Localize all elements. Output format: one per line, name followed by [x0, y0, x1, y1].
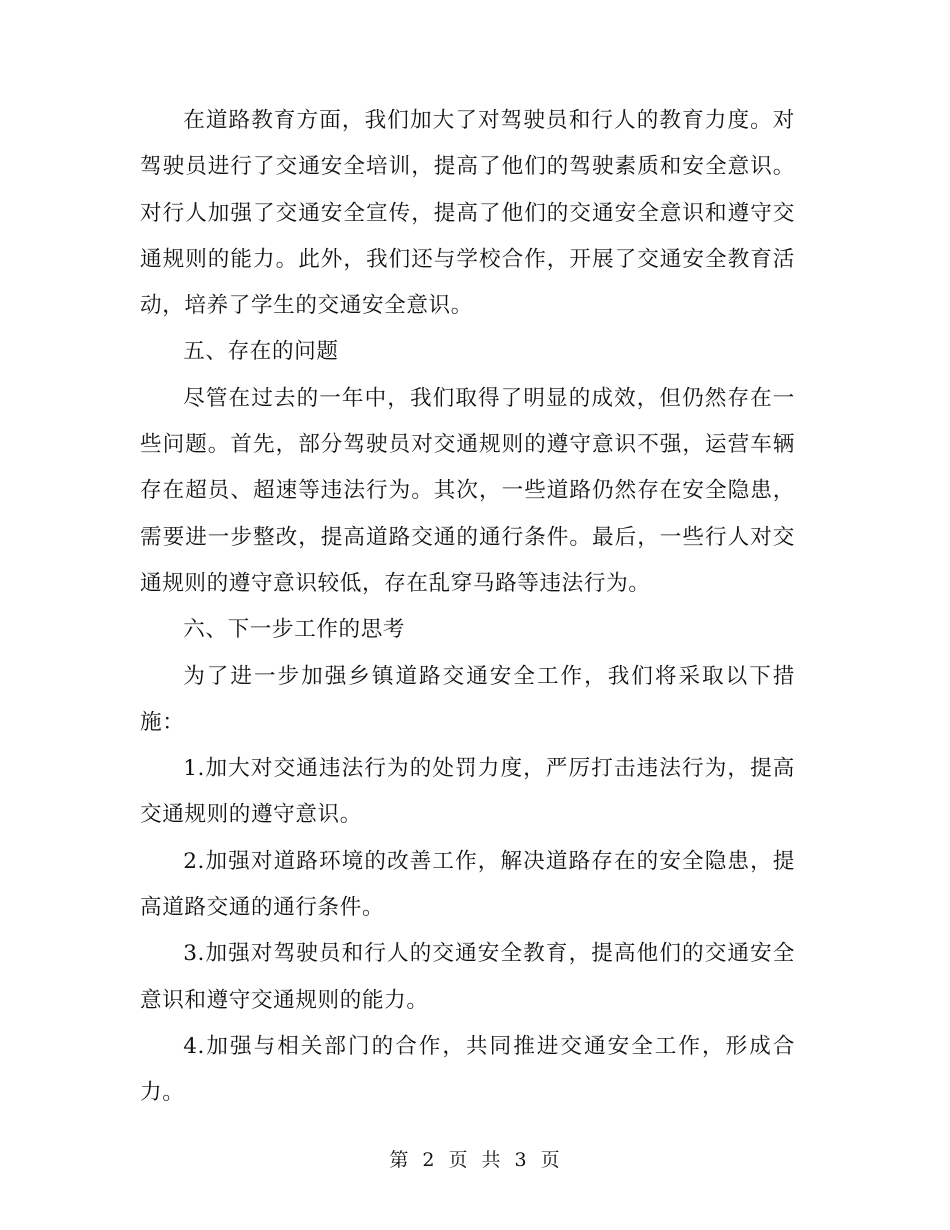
- page-number-footer: 第 2 页 共 3 页: [389, 1149, 561, 1171]
- document-body: [140, 98, 795, 1117]
- paragraph-problems: 尽管在过去的一年中，我们取得了明显的成效，但仍然存在一些问题。首先，部分驾驶员对交通规则的遵守意识不强，运营车辆存在超员、超速等违法行为。其次，一些道路仍然存在安全隐患，需要进一步整改，提高道路交通的通行条件。最后，一些行人对交通规则的遵守意识较低，存在乱穿马路等违法行为。: [140, 385, 795, 596]
- list-item-measure-2: 2.加强对道路环境的改善工作，解决道路存在的安全隐患，提高道路交通的通行条件。: [140, 848, 795, 921]
- list-item-measure-1: 1.加大对交通违法行为的处罚力度，严厉打击违法行为，提高交通规则的遵守意识。: [140, 756, 795, 828]
- list-item-measure-4: 4.加强与相关部门的合作，共同推进交通安全工作，形成合力。: [140, 1033, 795, 1106]
- list-item-measure-3: 3.加强对驾驶员和行人的交通安全教育，提高他们的交通安全意识和遵守交通规则的能力。: [140, 941, 795, 1013]
- section-heading-next-steps: 六、下一步工作的思考: [183, 617, 406, 643]
- paragraph-road-education: 在道路教育方面，我们加大了对驾驶员和行人的教育力度。对驾驶员进行了交通安全培训，提高了他们的驾驶素质和安全意识。对行人加强了交通安全宣传，提高了他们的交通安全意识和遵守交通规则的能力。此外，我们还与学校合作，开展了交通安全教育活动，培养了学生的交通安全意识。: [140, 108, 795, 319]
- section-heading-existing-problems: 五、存在的问题: [183, 339, 339, 365]
- paragraph-measures-intro: 为了进一步加强乡镇道路交通安全工作，我们将采取以下措施：: [140, 663, 795, 735]
